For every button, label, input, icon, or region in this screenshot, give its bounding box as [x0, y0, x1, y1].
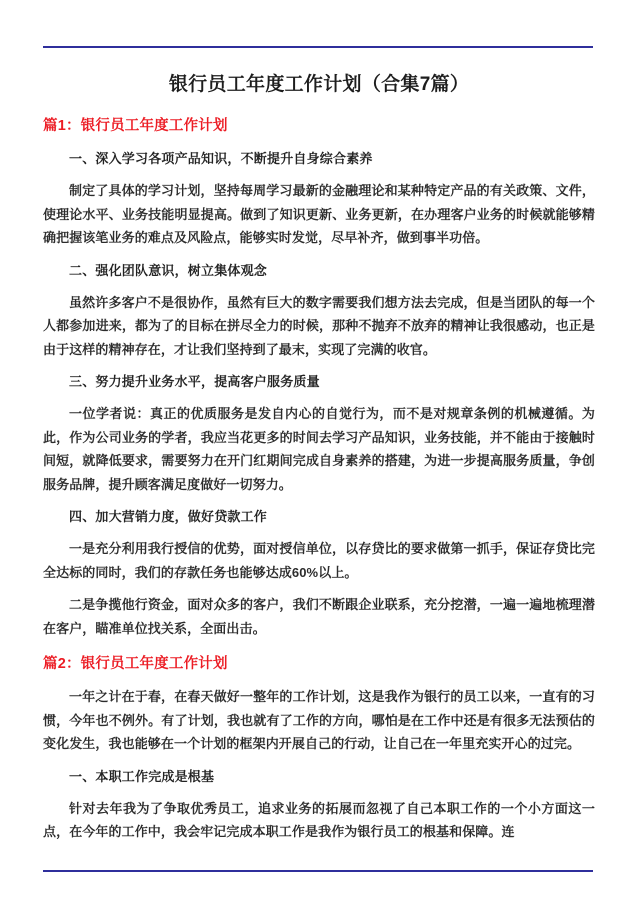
body-paragraph: 一年之计在于春，在春天做好一整年的工作计划，这是我作为银行的员工以来，一直有的习惯，今年也不例外。有了计划，我也就有了工作的方向，哪怕是在工作中还是有很多无法预估的变化发生，我也能够在一个计划的框架内开展自己的行动，让自己在一年里充实开心的过完。 — [43, 689, 595, 751]
section-heading: 篇2：银行员工年度工作计划 — [43, 656, 228, 672]
top-divider-rule — [43, 46, 593, 48]
body-paragraph: 二是争揽他行资金，面对众多的客户，我们不断跟企业联系，充分挖潜，一遍一遍地梳理潜在客户，瞄准单位找关系，全面出击。 — [43, 597, 595, 636]
section-sub-heading: 三、努力提升业务水平，提高客户服务质量 — [69, 374, 320, 389]
body-paragraph: 一是充分利用我行授信的优势，面对授信单位，以存贷比的要求做第一抓手，保证存贷比完全达标的同时，我们的存款任务也能够达成60%以上。 — [43, 541, 595, 580]
section-sub-heading: 一、深入学习各项产品知识，不断提升自身综合素养 — [69, 151, 373, 166]
sections-container — [43, 114, 595, 844]
section-sub-heading: 二、强化团队意识，树立集体观念 — [69, 262, 268, 278]
body-paragraph: 制定了具体的学习计划，坚持每周学习最新的金融理论和某种特定产品的有关政策、文件，使理论水平、业务技能明显提高。做到了知识更新、业务更新，在办理客户业务的时候就能够精确把握该笔业务的难点及风险点，能够实时发觉，尽早补齐，做到事半功倍。 — [43, 183, 595, 245]
section-heading: 篇1：银行员工年度工作计划 — [43, 118, 228, 134]
section-sub-heading: 四、加大营销力度，做好贷款工作 — [69, 509, 268, 524]
document-section — [43, 652, 595, 844]
bottom-divider-rule — [43, 870, 593, 872]
page-title: 银行员工年度工作计划（合集7篇） — [168, 74, 470, 95]
body-paragraph: 虽然许多客户不是很协作，虽然有巨大的数字需要我们想方法去完成，但是当团队的每一个人都参加进来，都为了的目标在拼尽全力的时候，那种不抛弃不放弃的精神让我很感动，也正是由于这样的精神存在，才让我们坚持到了最末，实现了完满的收官。 — [43, 294, 595, 357]
body-paragraph: 针对去年我为了争取优秀员工，追求业务的拓展而忽视了自己本职工作的一个小方面这一点，在今年的工作中，我会牢记完成本职工作是我作为银行员工的根基和保障。连 — [43, 800, 595, 839]
document-content — [43, 70, 595, 844]
body-paragraph: 一位学者说：真正的优质服务是发自内心的自觉行为，而不是对规章条例的机械遵循。为此，作为公司业务的学者，我应当花更多的时间去学习产品知识，业务技能，并不能由于接触时间短，就降低要求，需要努力在开门红期间完成自身素养的搭建，为进一步提高服务质量，争创服务品牌，提升顾客满足度做好一切努力。 — [43, 406, 595, 492]
document-section — [43, 114, 595, 640]
section-sub-heading: 一、本职工作完成是根基 — [69, 768, 215, 784]
